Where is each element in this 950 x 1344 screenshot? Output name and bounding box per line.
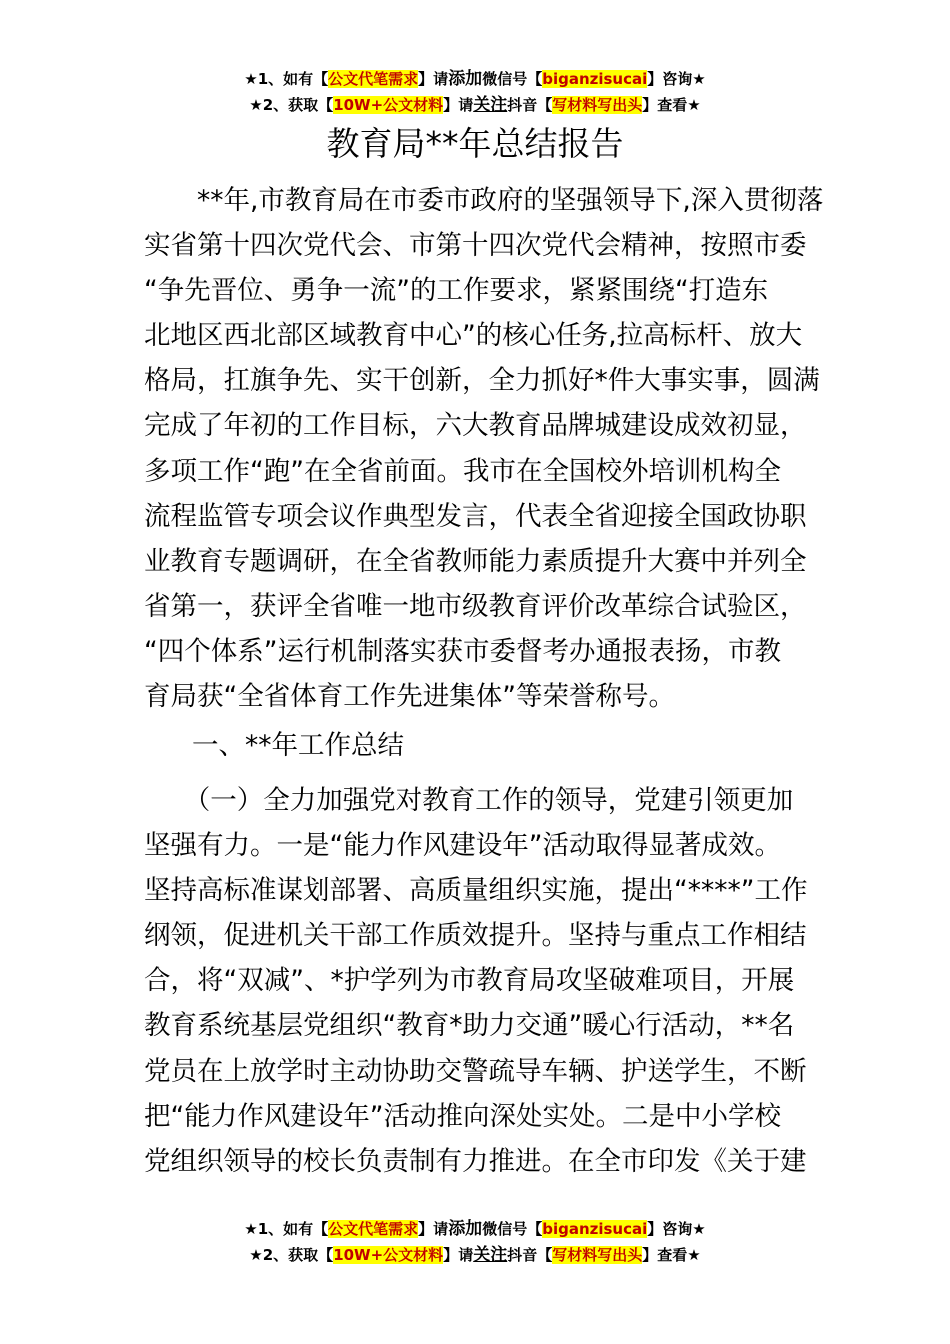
text-line: 教育系统基层党组织“教育*助力交通”暖心行活动，**名 <box>144 1010 795 1042</box>
text-line: 多项工作“跑”在全省前面。我市在全国校外培训机构全 <box>144 455 781 487</box>
text-line: 育局获“全省体育工作先进集体”等荣誉称号。 <box>144 681 675 713</box>
promo-wechat-id: biganzisucai <box>542 70 648 88</box>
promo-douyin-id: 写材料写出头 <box>552 1246 643 1264</box>
document-title: 教育局**年总结报告 <box>326 124 624 163</box>
text-line: （一）全力加强党对教育工作的领导，党建引领更加 <box>144 785 794 816</box>
promo-footer <box>0 1216 950 1268</box>
text-line: “四个体系”运行机制落实获市委督考办通报表扬，市教 <box>144 635 781 667</box>
promo-wechat-id: biganzisucai <box>542 1220 648 1238</box>
text-line: 流程监管专项会议作典型发言，代表全省迎接全国政协职 <box>144 500 807 532</box>
promo-line-1: ★1、如有【公文代笔需求】请添加微信号【biganzisucai】咨询★ <box>244 1219 706 1239</box>
text-line: 业教育专题调研，在全省教师能力素质提升大赛中并列全 <box>144 545 807 577</box>
promo-douyin-id: 写材料写出头 <box>552 96 643 114</box>
text-line: 完成了年初的工作目标，六大教育品牌城建设成效初显， <box>144 410 807 442</box>
promo-line-1: ★1、如有【公文代笔需求】请添加微信号【biganzisucai】咨询★ <box>244 69 706 89</box>
promo-highlight: 10W+公文材料 <box>333 1246 444 1264</box>
text-line: 格局，扛旗争先、实干创新，全力抓好*件大事实事，圆满 <box>144 365 820 397</box>
text-line: 北地区西北部区域教育中心”的核心任务,拉高标杆、放大 <box>144 320 803 352</box>
text-line: 实省第十四次党代会、市第十四次党代会精神，按照市委 <box>144 230 807 262</box>
text-line: 党员在上放学时主动协助交警疏导车辆、护送学生，不断 <box>144 1055 807 1087</box>
text-line: 坚强有力。一是“能力作风建设年”活动取得显著成效。 <box>144 830 781 862</box>
promo-line-2: ★2、获取【10W+公文材料】请关注抖音【写材料写出头】查看★ <box>249 1245 701 1265</box>
section-heading: 一、**年工作总结 <box>192 730 404 761</box>
promo-highlight: 公文代笔需求 <box>328 70 419 88</box>
promo-header <box>0 66 950 118</box>
paragraph-intro <box>144 178 824 719</box>
text-line: 党组织领导的校长负责制有力推进。在全市印发《关于建 <box>144 1145 807 1177</box>
text-line: 省第一，获评全省唯一地市级教育评价改革综合试验区， <box>144 590 807 622</box>
text-line: **年,市教育局在市委市政府的坚强领导下,深入贯彻落 <box>144 185 824 216</box>
text-line: 纲领，促进机关干部工作质效提升。坚持与重点工作相结 <box>144 920 807 952</box>
promo-highlight: 10W+公文材料 <box>333 96 444 114</box>
text-line: 合，将“双减”、*护学列为市教育局攻坚破难项目，开展 <box>144 965 795 997</box>
text-line: 坚持高标准谋划部署、高质量组织实施，提出“****”工作 <box>144 875 808 907</box>
paragraph-party-building <box>144 778 812 1184</box>
promo-highlight: 公文代笔需求 <box>328 1220 419 1238</box>
text-line: 把“能力作风建设年”活动推向深处实处。二是中小学校 <box>144 1100 781 1132</box>
text-line: “争先晋位、勇争一流”的工作要求，紧紧围绕“打造东 <box>144 275 769 307</box>
promo-line-2: ★2、获取【10W+公文材料】请关注抖音【写材料写出头】查看★ <box>249 95 701 115</box>
